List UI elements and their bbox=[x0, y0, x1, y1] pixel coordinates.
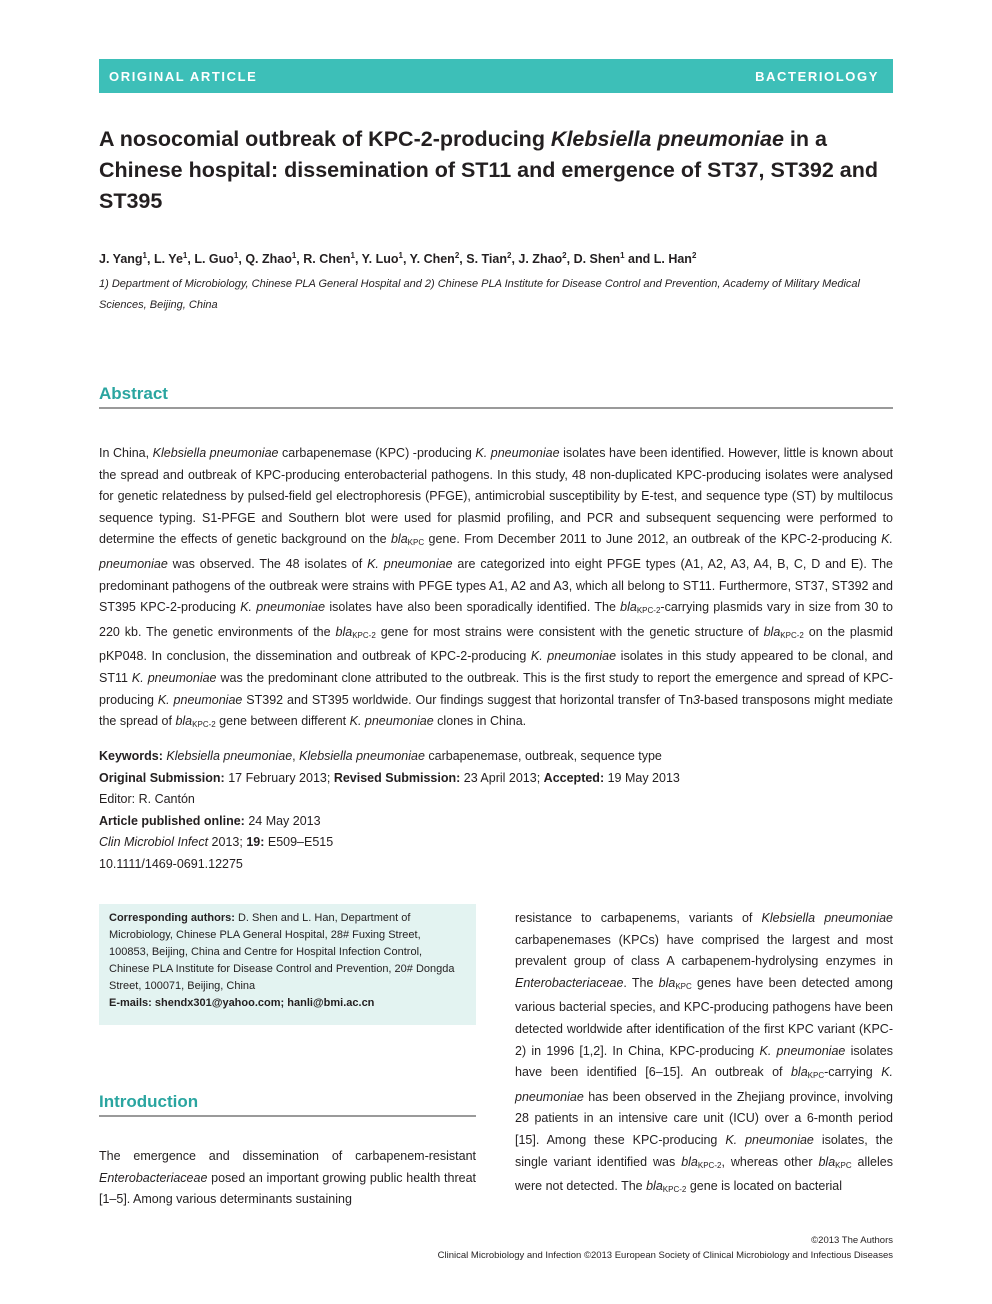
subscript-run: KPC-2 bbox=[662, 1185, 687, 1195]
text-run: was observed. The 48 isolates of bbox=[167, 556, 368, 571]
author-separator: , bbox=[354, 252, 362, 266]
introduction-divider bbox=[99, 1115, 476, 1117]
title-part1: A nosocomial outbreak of KPC-2-producing bbox=[99, 127, 551, 151]
text-run: carbapenemase, outbreak, sequence type bbox=[424, 749, 662, 763]
italic-run: K. pneumoniae bbox=[725, 1132, 814, 1147]
correspondence-box bbox=[99, 904, 476, 1025]
journal-year: 2013; bbox=[208, 835, 247, 850]
text-run: alleles were not detected. The bbox=[515, 1154, 893, 1194]
author-affiliation-mark: 1 bbox=[291, 251, 297, 260]
italic-run: K. pneumoniae bbox=[759, 1043, 846, 1058]
correspondence-label: Corresponding authors: bbox=[109, 912, 235, 924]
online-label: Article published online: bbox=[99, 813, 245, 828]
author-name: Q. Zhao bbox=[245, 252, 292, 266]
italic-run: Klebsiella pneumoniae bbox=[761, 911, 894, 925]
author-affiliation-mark: 2 bbox=[562, 251, 567, 260]
doi-line[interactable]: 10.1111/1469-0691.12275 bbox=[99, 856, 243, 871]
journal-pages: E509–E515 bbox=[264, 835, 334, 850]
online-line bbox=[99, 811, 893, 833]
text-run: -carrying plasmids vary in size from 30 to 220 kb. The genetic environments of the bbox=[99, 600, 894, 639]
author-separator: , bbox=[238, 252, 246, 266]
title-italic: Klebsiella pneumoniae bbox=[550, 127, 784, 151]
title-part2: in a Chinese hospital: dissemination of ST11 and emergence of ST37, ST392 and ST395 bbox=[99, 127, 878, 213]
italic-run: 3 bbox=[692, 692, 700, 707]
orig-label: Original Submission: bbox=[99, 770, 225, 785]
email-link-2[interactable]: hanli@bmi.ac.cn bbox=[287, 997, 375, 1009]
abstract-divider bbox=[99, 407, 893, 409]
italic-run: Enterobacteriaceae bbox=[99, 1170, 208, 1185]
subscript-run: KPC-2 bbox=[636, 606, 661, 616]
italic-run: bla bbox=[335, 624, 353, 639]
text-run: ST392 and ST395 worldwide. Our findings suggest that horizontal transfer of Tn bbox=[242, 692, 693, 707]
accepted-label: Accepted: bbox=[543, 770, 605, 785]
author-separator: , bbox=[187, 252, 195, 266]
italic-run: bla bbox=[763, 624, 781, 639]
introduction-heading: Introduction bbox=[99, 1092, 199, 1111]
author-affiliation-mark: 2 bbox=[691, 251, 697, 260]
text-run: has been observed in the Zhejiang province, involving 28 patients in an intensive care unit (ICU) over a 6-month period [15]. Among these KPC-producing bbox=[515, 1089, 893, 1147]
text-run: -carrying bbox=[824, 1065, 882, 1080]
text-run: gene is located on bacterial bbox=[686, 1179, 843, 1194]
text-run: gene. From December 2011 to June 2012, an outbreak of the KPC-2-producing bbox=[424, 532, 882, 547]
text-run: clones in China. bbox=[433, 714, 527, 729]
italic-run: K. pneumoniae bbox=[475, 446, 560, 460]
text-run: gene between different bbox=[215, 714, 350, 729]
author-separator: , bbox=[402, 252, 410, 266]
italic-run: bla bbox=[620, 600, 637, 615]
author-affiliation-mark: 1 bbox=[142, 251, 147, 260]
author-name: D. Shen bbox=[573, 252, 621, 266]
article-title bbox=[99, 124, 899, 217]
section-banner bbox=[99, 59, 893, 93]
italic-run: K. pneumoniae bbox=[349, 714, 434, 729]
italic-run: K. pneumoniae bbox=[530, 649, 617, 664]
text-run: carbapenemases (KPCs) have comprised the largest and most prevalent group of class A carbapenem-hydrolysing enzymes in bbox=[515, 932, 893, 969]
subscript-run: KPC bbox=[675, 981, 692, 991]
journal-name: Clin Microbiol Infect bbox=[99, 835, 209, 850]
subscript-run: KPC bbox=[407, 538, 425, 548]
author-name: L. Guo bbox=[194, 252, 234, 266]
author-name: L. Ye bbox=[153, 252, 183, 266]
keywords-text bbox=[163, 749, 662, 763]
subscript-run: KPC bbox=[835, 1160, 852, 1170]
correspondence-text: D. Shen and L. Han, Department of Microbiology, Chinese PLA General Hospital, 28# Fuxing Street, 100853, Beijing, China and Centre for Hospital Infection Control, Chinese PLA Institute for Disease Control and Prevention, 20# Dongda Street, 100071, Beijing, China bbox=[109, 912, 455, 992]
journal-volume: 19: bbox=[246, 835, 265, 850]
italic-run: bla bbox=[390, 532, 408, 547]
italic-run: bla bbox=[175, 714, 193, 729]
accepted-date: 19 May 2013 bbox=[604, 770, 680, 785]
text-run: posed an important growing public health threat [1–5]. Among various determinants sustaining bbox=[99, 1170, 476, 1207]
author-name: Y. Chen bbox=[409, 252, 455, 266]
subscript-run: KPC-2 bbox=[697, 1160, 722, 1170]
author-name: L. Han bbox=[653, 252, 692, 266]
italic-run: K. pneumoniae bbox=[131, 670, 217, 685]
text-run: resistance to carbapenems, variants of bbox=[515, 911, 762, 925]
subscript-run: KPC-2 bbox=[780, 630, 804, 640]
italic-run: Klebsiella pneumoniae bbox=[152, 446, 279, 460]
italic-run: K. pneumoniae bbox=[515, 1065, 894, 1104]
author-separator: , bbox=[459, 252, 467, 266]
emails-label: E-mails: bbox=[109, 997, 152, 1009]
text-run: , whereas other bbox=[721, 1154, 819, 1169]
revised-label: Revised Submission: bbox=[333, 770, 461, 785]
keywords-line bbox=[99, 746, 893, 768]
author-affiliation-mark: 2 bbox=[507, 251, 512, 260]
author-separator: , bbox=[511, 252, 519, 266]
italic-run: K. pneumoniae bbox=[240, 600, 326, 615]
author-affiliation-mark: 1 bbox=[398, 251, 403, 260]
subscript-run: KPC-2 bbox=[192, 720, 216, 730]
author-separator: , bbox=[296, 252, 304, 266]
email-separator: ; bbox=[280, 997, 288, 1009]
text-run: gene for most strains were consistent with the genetic structure of bbox=[375, 624, 764, 639]
abstract-text bbox=[99, 443, 893, 736]
author-affiliation-mark: 1 bbox=[350, 251, 355, 260]
text-run: , bbox=[292, 749, 300, 763]
text-run: on the plasmid pKP048. In conclusion, the dissemination and outbreak of KPC-2-producing bbox=[99, 624, 893, 664]
text-run: -based transposons might mediate the spread of bbox=[99, 692, 894, 729]
italic-run: bla bbox=[681, 1154, 698, 1169]
author-affiliation-mark: 1 bbox=[620, 251, 625, 260]
subject-label: BACTERIOLOGY bbox=[755, 69, 879, 84]
text-run: The emergence and dissemination of carbapenem-resistant bbox=[99, 1149, 476, 1163]
author-separator: , bbox=[147, 252, 154, 266]
citation-line bbox=[99, 832, 893, 854]
article-meta bbox=[99, 746, 893, 876]
italic-run: Klebsiella pneumoniae bbox=[299, 749, 425, 763]
copyright-line: ©2013 The Authors bbox=[811, 1235, 893, 1246]
text-run: isolates have been identified [6–15]. An outbreak of bbox=[515, 1043, 894, 1080]
author-name: J. Yang bbox=[99, 252, 143, 266]
italic-run: Enterobacteriaceae bbox=[515, 975, 624, 990]
author-separator: , bbox=[566, 252, 574, 266]
italic-run: K. pneumoniae bbox=[367, 556, 453, 571]
subscript-run: KPC bbox=[807, 1071, 825, 1081]
text-run: carbapenemase (KPC) -producing bbox=[278, 446, 476, 460]
italic-run: K. pneumoniae bbox=[157, 692, 243, 707]
author-list bbox=[99, 252, 696, 266]
text-run: was the predominant clone attributed to the outbreak. This is the first study to report the emergence and spread of KPC-producing bbox=[99, 670, 894, 707]
intro-right-column bbox=[515, 908, 893, 1201]
subscript-run: KPC-2 bbox=[352, 630, 376, 640]
text-run: are categorized into eight PFGE types (A1, A2, A3, A4, B, C, D and E). The predominant pathogens of the outbreak were strains with PFGE types A1, A2 and A3, which all belong to ST11. Furthermore, ST37, ST392 and ST395 KPC-2-producing bbox=[99, 556, 893, 615]
intro-left-column bbox=[99, 1146, 476, 1211]
orig-date: 17 February 2013; bbox=[224, 770, 334, 785]
journal-copyright-line: Clinical Microbiology and Infection ©2013 European Society of Clinical Microbiology and Infectious Diseases bbox=[437, 1250, 893, 1261]
abstract-heading: Abstract bbox=[99, 384, 168, 403]
text-run: isolates have also been sporadically identified. The bbox=[325, 600, 621, 615]
article-type-label: ORIGINAL ARTICLE bbox=[109, 69, 258, 84]
italic-run: K. pneumoniae bbox=[99, 532, 893, 571]
email-link-1[interactable]: shendx301@yahoo.com bbox=[154, 997, 281, 1009]
affiliations: 1) Department of Microbiology, Chinese PLA General Hospital and 2) Chinese PLA Institute for Disease Control and Prevention, Academy of Military Medical Sciences, Beijing, China bbox=[99, 278, 860, 311]
italic-run: bla bbox=[818, 1154, 836, 1169]
text-run: genes have been detected among various bacterial species, and KPC-producing pathogens have been detected worldwide after identification of the first KPC variant (KPC-2) in 1996 [1,2]. In China, KPC-producing bbox=[515, 975, 894, 1058]
submission-line bbox=[99, 768, 893, 790]
italic-run: Klebsiella pneumoniae bbox=[166, 749, 293, 763]
author-affiliation-mark: 2 bbox=[454, 251, 460, 260]
text-run: isolates in this study appeared to be clonal, and ST11 bbox=[99, 649, 893, 685]
italic-run: bla bbox=[658, 975, 676, 990]
author-name: J. Zhao bbox=[518, 252, 563, 266]
italic-run: bla bbox=[646, 1179, 663, 1194]
author-affiliation-mark: 1 bbox=[233, 251, 239, 260]
text-run: In China, bbox=[99, 446, 153, 460]
author-separator: and bbox=[624, 252, 654, 266]
online-date: 24 May 2013 bbox=[244, 813, 321, 828]
italic-run: bla bbox=[790, 1065, 808, 1080]
author-name: Y. Luo bbox=[361, 252, 399, 266]
author-affiliation-mark: 1 bbox=[182, 251, 188, 260]
author-name: R. Chen bbox=[303, 252, 351, 266]
revised-date: 23 April 2013; bbox=[460, 770, 544, 785]
text-run: . The bbox=[623, 975, 659, 990]
text-run: isolates, the single variant identified was bbox=[515, 1132, 893, 1169]
author-name: S. Tian bbox=[466, 252, 507, 266]
editor-line: Editor: R. Cantón bbox=[99, 792, 195, 807]
keywords-label: Keywords: bbox=[99, 749, 163, 763]
text-run: isolates have been identified. However, little is known about the spread and outbreak of KPC-producing enterobacterial pathogens. In this study, 48 non-duplicated KPC-producing isolates were analysed for genetic relatedness by pulsed-field gel electrophoresis (PFGE), antimicrobial susceptibility by E-test, and sequence type (ST) by multilocus sequence typing. S1-PFGE and Southern blot were used for plasmid profiling, and PCR and subsequent sequencing were performed to determine the effects of genetic background on the bbox=[99, 446, 894, 547]
